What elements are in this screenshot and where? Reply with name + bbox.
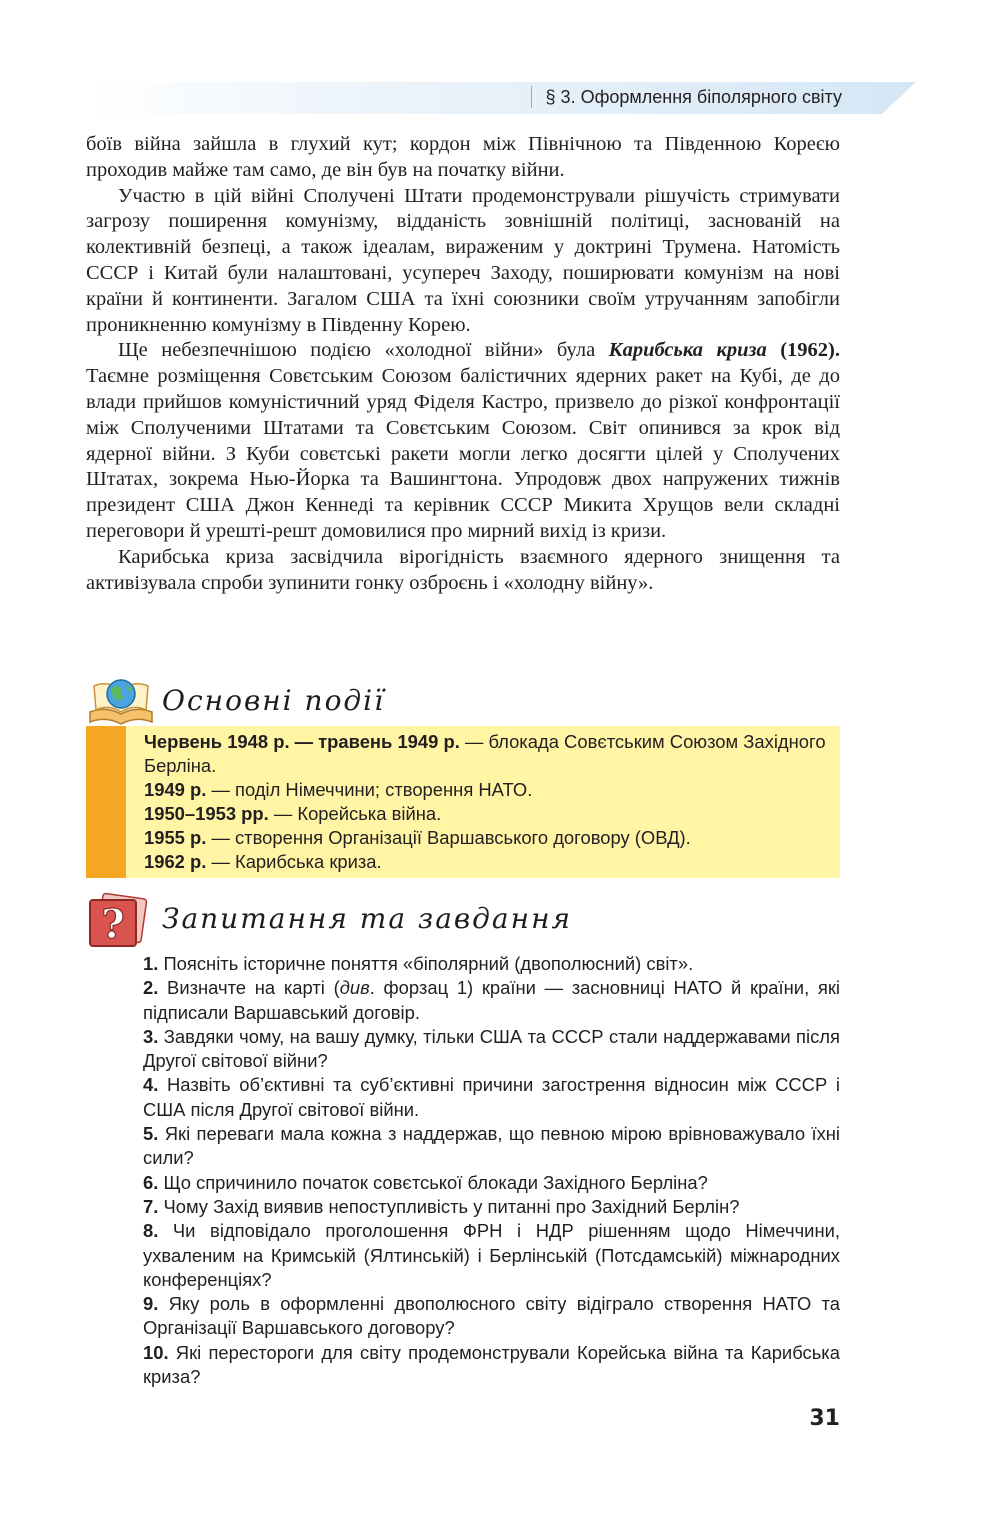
event-text: — блокада Совєтським Союзом Західного Берліна. — [144, 731, 826, 776]
question-text: Чи відповідало проголошення ФРН і НДР рішенням щодо Німеччини, ухваленим на Кримській (Ялтинській) і Берлінській (Потсдамській) міжнародних конференціях? — [143, 1220, 840, 1290]
event-date: 1949 р. — [144, 779, 207, 800]
event-item — [144, 826, 834, 850]
term-caribbean-crisis: Карибська криза — [608, 339, 767, 362]
question-text: Визначте на карті ( — [158, 977, 340, 999]
term-year: (1962). — [766, 339, 841, 362]
question-number: 3. — [143, 1025, 159, 1047]
question-text: Які переваги мала кожна з наддержав, що певною мірою врівноважувало їхні сили? — [143, 1123, 840, 1169]
question-text: Назвіть об’єктивні та суб’єктивні причини загострення відносин між СССР і США після Другої світової війни. — [143, 1074, 840, 1120]
question-text: Поясніть історичне поняття «біполярний (двополюсний) світ». — [158, 953, 694, 974]
question-item — [143, 1073, 840, 1122]
question-number: 6. — [143, 1171, 159, 1193]
events-box — [86, 726, 840, 878]
running-header: § 3. Оформлення біполярного світу — [531, 86, 842, 108]
event-date: 1962 р. — [144, 851, 207, 872]
question-text: Яку роль в оформленні двополюсного світу відіграло створення НАТО та Організації Варшавського договору? — [143, 1293, 840, 1339]
question-number: 4. — [143, 1074, 159, 1096]
question-number: 8. — [143, 1220, 159, 1242]
event-item — [144, 802, 834, 826]
paragraph-3-start: Ще небезпечнішою подією «холодної війни» була — [118, 339, 609, 362]
question-item — [143, 1292, 840, 1341]
question-number: 9. — [143, 1293, 159, 1315]
question-text: Які перестороги для світу продемонстрували Корейська війна та Карибська криза? — [143, 1341, 840, 1388]
question-number: 2. — [143, 977, 159, 999]
paragraph-1: боїв війна зайшла в глухий кут; кордон між Північною та Південною Кореєю проходив майже там само, де він був на початку війни. — [86, 133, 840, 181]
paragraph-4: Карибська криза засвідчила вірогідність взаємного ядерного знищення та активізувала спроби зупинити гонку озброєнь і «холодну війну». — [86, 545, 840, 594]
event-text: — Корейська війна. — [268, 803, 442, 824]
question-text: Завдяки чому, на вашу думку, тільки США та СССР стали наддержавами після Другої світової війни? — [143, 1025, 840, 1072]
question-item — [143, 976, 840, 1025]
event-date: Червень 1948 р. — травень 1949 р. — [144, 731, 460, 752]
question-text: . форзац 1) країни — засновниці НАТО й країни, які підписали Варшавський договір. — [143, 977, 840, 1023]
event-item — [144, 850, 834, 874]
question-text: Чому Захід виявив непоступливість у питанні про Західний Берлін? — [158, 1195, 740, 1217]
question-item — [143, 1219, 840, 1292]
svg-text:?: ? — [101, 901, 125, 948]
question-item — [143, 1195, 840, 1219]
paragraph-3-rest: Таємне розміщення Совєтським Союзом балістичних ядерних ракет на Кубі, де до влади прийшов комуністичний уряд Фіделя Кастро, призвело до різкої конфронтації між Сполученими Штатами та Совєтським Союзом. Світ опинився за крок від ядерної війни. З Куби совєтські ракети могли легко досягти цілей у Сполучених Штатах, зокрема Нью-Йорка та Вашингтона. Упродовж двох напружених тижнів президент США Джон Кеннеді та керівник СССР Микита Хрущов вели складні переговори й урешті-решт домовилися про мирний вихід із кризи. — [86, 365, 840, 542]
question-mark-icon — [86, 892, 148, 950]
question-text-italic: див — [339, 977, 370, 999]
globe-book-icon — [86, 672, 156, 728]
event-text: — Карибська криза. — [206, 851, 382, 872]
question-item — [143, 1025, 840, 1074]
event-text: — створення Організації Варшавського договору (ОВД). — [206, 827, 691, 848]
paragraph-2: Участю в цій війні Сполучені Штати продемонстрували рішучість стримувати загрозу поширення комунізму, відданість зовнішній політиці, заснованій на колективній безпеці, а також ідеалам, вираженим у доктрині Трумена. Натомість СССР і Китай були налаштовані, усупереч Заходу, поширювати комунізм на нові країни й континенти. Загалом США та їхні союзники своїм утручанням запобігли проникненню комунізму в Південну Корею. — [86, 184, 840, 336]
question-text: Що спричинило початок совєтської блокади Західного Берліна? — [158, 1171, 708, 1193]
event-item — [144, 730, 834, 778]
event-date: 1950–1953 рр. — [144, 803, 269, 824]
question-number: 5. — [143, 1123, 159, 1145]
events-title: Основні події — [162, 684, 386, 717]
question-number: 7. — [143, 1195, 159, 1217]
event-text: — поділ Німеччини; створення НАТО. — [206, 779, 533, 800]
question-number: 10. — [143, 1341, 169, 1363]
question-item — [143, 1171, 840, 1195]
paragraph-3 — [86, 338, 840, 544]
question-number: 1. — [143, 953, 159, 974]
question-item — [143, 1122, 840, 1171]
question-item — [143, 1341, 840, 1390]
question-item — [143, 952, 840, 976]
events-list — [144, 730, 834, 874]
event-item — [144, 778, 834, 802]
questions-title: Запитання та завдання — [162, 902, 573, 935]
event-date: 1955 р. — [144, 827, 207, 848]
page-number: 31 — [809, 1406, 840, 1431]
questions-list — [143, 952, 840, 1389]
main-text — [86, 132, 840, 596]
events-accent-strip — [86, 726, 126, 878]
